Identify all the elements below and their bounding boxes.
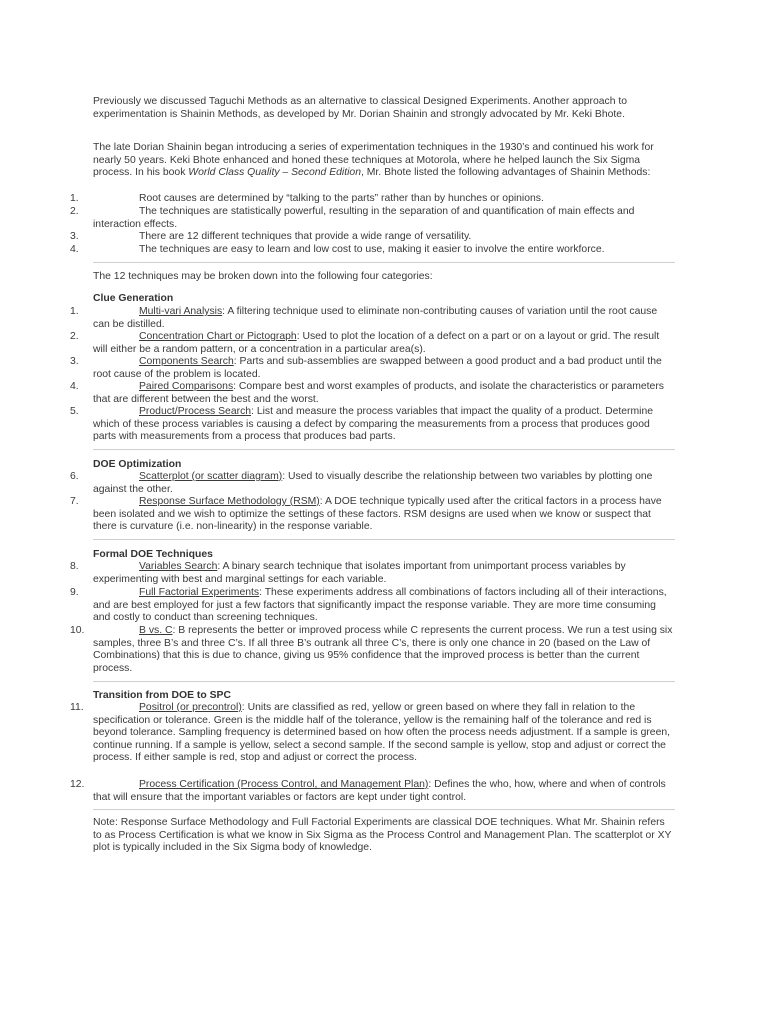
technique-description: : A DOE technique typically used after the critical factors in a process have been isolated and we wish to optimize the settings of these factors. RSM designs are used when we know or suspect that there is curvature (i.e. non-linearity) in the response variable.	[93, 496, 662, 533]
list-number: 4.	[70, 381, 79, 392]
technique-link[interactable]: Process Certification (Process Control, and Management Plan)	[139, 779, 429, 790]
section-heading: Formal DOE Techniques	[93, 549, 213, 560]
list-number: 1.	[70, 306, 79, 317]
technique-item	[70, 561, 675, 586]
list-number: 11.	[70, 702, 84, 713]
technique-description: : Used to visually describe the relationship between two variables by plotting one against the other.	[93, 471, 653, 495]
technique-item	[70, 587, 675, 625]
technique-description: : A filtering technique used to eliminate non-contributing causes of variation until the root cause can be distilled.	[93, 306, 658, 330]
divider	[93, 262, 675, 263]
technique-description: : A binary search technique that isolates important from unimportant process variables by experimenting with best and marginal settings for each variable.	[93, 561, 626, 585]
technique-description: : Compare best and worst examples of products, and isolate the characteristics or parameters that are different between the best and the worst.	[93, 381, 664, 405]
list-number: 2.	[70, 206, 79, 217]
list-number: 4.	[70, 244, 79, 255]
technique-description: : B represents the better or improved process while C represents the current process. We run a test using six samples, three B’s and three C’s. If all three B’s outrank all three C’s, there is only one chance in 20 (based on the Law of Combinations) that this is due to chance, giving us 95% confidence that the improved process is better than the current process.	[93, 625, 673, 674]
technique-link[interactable]: Paired Comparisons	[139, 381, 234, 392]
list-number: 2.	[70, 331, 79, 342]
list-number: 6.	[70, 471, 79, 482]
divider	[93, 681, 675, 682]
list-number: 7.	[70, 496, 79, 507]
technique-description: : Parts and sub-assemblies are swapped between a good product and a bad product until the root cause of the problem is located.	[93, 356, 662, 380]
advantage-item	[70, 244, 675, 257]
technique-description: : Used to plot the location of a defect on a part or on a layout or grid. The result will either be a random pattern, or a concentration in a particular area(s).	[93, 331, 660, 355]
technique-link[interactable]: Scatterplot (or scatter diagram)	[139, 471, 283, 482]
technique-link[interactable]: Multi-vari Analysis	[139, 306, 223, 317]
technique-item	[70, 496, 675, 534]
divider	[93, 449, 675, 450]
technique-item	[70, 406, 675, 444]
advantage-item	[70, 231, 675, 244]
list-number: 10.	[70, 625, 85, 636]
technique-item	[70, 381, 675, 406]
technique-link[interactable]: Components Search	[139, 356, 234, 367]
divider	[93, 539, 675, 540]
technique-link[interactable]: Concentration Chart or Pictograph	[139, 331, 297, 342]
closing-note: Note: Response Surface Methodology and Full Factorial Experiments are classical DOE techniques. What Mr. Shainin refers to as Process Certification is what we know in Six Sigma as the Process Control and Management Plan. The scatterplot or XY plot is typically included in the Six Sigma body of knowledge.	[93, 817, 672, 854]
technique-item	[70, 356, 675, 381]
advantage-text: The techniques are statistically powerful, resulting in the separation of and quantification of main effects and interaction effects.	[93, 206, 635, 230]
technique-link[interactable]: Positrol (or precontrol)	[139, 702, 242, 713]
book-title: World Class Quality – Second Edition	[188, 167, 361, 179]
list-number: 1.	[70, 193, 79, 204]
list-number: 9.	[70, 587, 79, 598]
list-number: 8.	[70, 561, 79, 572]
technique-link[interactable]: B vs. C	[139, 625, 173, 636]
advantage-text: The techniques are easy to learn and low cost to use, making it easier to involve the entire workforce.	[139, 244, 605, 255]
technique-description: : Units are classified as red, yellow or green based on where they fall in relation to the specification or tolerance. Green is the middle half of the tolerance, yellow is the remaining half of the tolerance and red is beyond tolerance. Sampling frequency is determined based on how often the process needs adjustment. If a sample is green, continue running. If a sample is yellow, select a second sample. If the second sample is yellow, stop and adjust or correct the process. If either sample is red, stop and adjust or correct the process.	[93, 702, 671, 764]
advantage-text: There are 12 different techniques that provide a wide range of versatility.	[139, 231, 472, 242]
list-number: 3.	[70, 231, 79, 242]
intro-paragraph-2	[93, 142, 675, 180]
section-heading: DOE Optimization	[93, 459, 182, 470]
technique-link[interactable]: Variables Search	[139, 561, 218, 572]
technique-item	[70, 306, 675, 331]
divider	[93, 809, 675, 810]
technique-item	[70, 331, 675, 356]
technique-item	[70, 779, 675, 804]
section-heading: Clue Generation	[93, 293, 174, 304]
list-number: 12.	[70, 779, 85, 790]
technique-link[interactable]: Response Surface Methodology (RSM)	[139, 496, 320, 507]
advantage-item	[70, 206, 675, 231]
advantage-item	[70, 193, 675, 206]
technique-item	[70, 702, 675, 765]
technique-description: : These experiments address all combinations of factors including all of their interactions, and are best employed for just a few factors that significantly impact the response variable. They are more time consuming and costly to conduct than screening techniques.	[93, 587, 667, 624]
intro-p2-tail: , Mr. Bhote listed the following advantages of Shainin Methods:	[360, 167, 651, 179]
categories-intro: The 12 techniques may be broken down into the following four categories:	[93, 271, 433, 282]
advantage-text: Root causes are determined by “talking to the parts” rather than by hunches or opinions.	[139, 193, 544, 204]
technique-link[interactable]: Full Factorial Experiments	[139, 587, 260, 598]
technique-link[interactable]: Product/Process Search	[139, 406, 252, 417]
intro-p2-lead: The late Dorian Shainin began introducing a series of experimentation techniques in the 1930’s and continued his work for nearly 50 years. Keki Bhote enhanced and honed these techniques at Motorola, where he helped launch the Six Sigma process. In his book	[93, 142, 654, 179]
technique-item	[70, 471, 675, 496]
technique-description: : Defines the who, how, where and when of controls that will ensure that the important variables or factors are kept under tight control.	[93, 779, 666, 803]
technique-item	[70, 625, 675, 675]
list-number: 5.	[70, 406, 79, 417]
section-heading: Transition from DOE to SPC	[93, 690, 231, 701]
intro-paragraph-1: Previously we discussed Taguchi Methods as an alternative to classical Designed Experiments. Another approach to experimentation is Shainin Methods, as developed by Mr. Dorian Shainin and strongly advocated by Mr. Keki Bhote.	[93, 96, 628, 120]
list-number: 3.	[70, 356, 79, 367]
technique-description: : List and measure the process variables that impact the quality of a product. Determine which of these process variables is causing a defect by comparing the measurements from a process that produces good parts with measurements from a process that produces bad parts.	[93, 406, 654, 443]
